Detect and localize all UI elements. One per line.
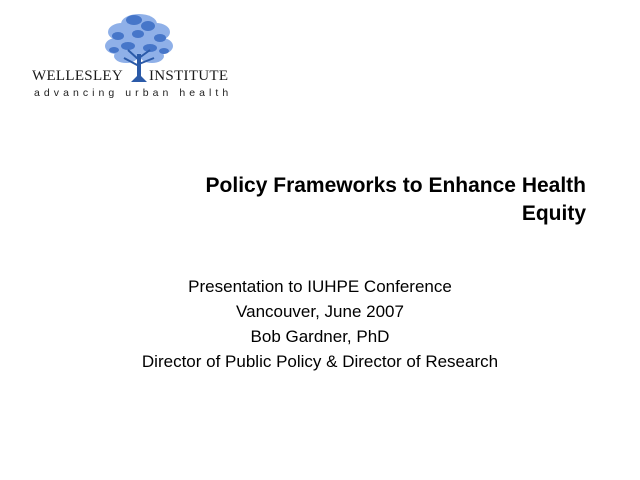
logo-tagline: advancing urban health [34, 87, 233, 99]
logo-name-right: INSTITUTE [149, 68, 229, 84]
subtitle-line-role: Director of Public Policy & Director of Research [141, 352, 499, 371]
slide-subtitle [100, 274, 540, 374]
logo-name-left: WELLESLEY [32, 68, 124, 84]
slide-title-line-1: Policy Frameworks to Enhance Health [205, 174, 586, 197]
slide-title-line-2: Equity [521, 202, 586, 225]
slide-title [120, 172, 586, 228]
wellesley-institute-logo [28, 10, 248, 102]
subtitle-line-presentation: Presentation to IUHPE Conference [188, 277, 452, 296]
subtitle-line-location-date: Vancouver, June 2007 [236, 302, 404, 321]
subtitle-line-presenter: Bob Gardner, PhD [250, 327, 390, 346]
